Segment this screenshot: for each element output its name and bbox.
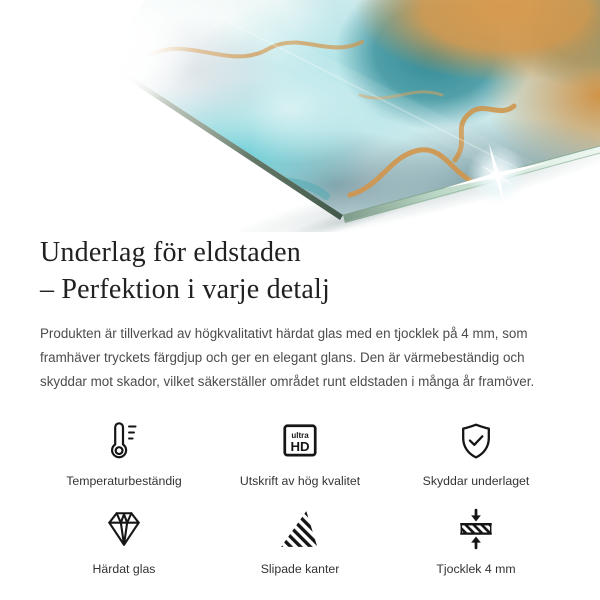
product-description: Produkten är tillverkad av högkvalitativt härdat glas med en tjocklek på 4 mm, som framhäver tryckets färgdjup och ger en elegant glans. Den är värmebeständig och skyddar mot skador, vilket säkerställer området runt eldstaden i många år framöver. <box>40 326 535 389</box>
feature-temperature <box>40 418 208 488</box>
shield-check-icon <box>455 418 497 464</box>
feature-label: Temperaturbeständig <box>66 474 182 488</box>
polished-edges-icon <box>279 506 321 552</box>
feature-label: Tjocklek 4 mm <box>436 562 516 576</box>
feature-protects-surface <box>392 418 560 488</box>
feature-thickness <box>392 506 560 576</box>
ultra-hd-icon-text-bottom: HD <box>290 438 310 454</box>
page-title <box>40 234 560 308</box>
thermometer-icon <box>104 418 144 464</box>
diamond-icon <box>103 506 145 552</box>
feature-label: Härdat glas <box>92 562 156 576</box>
product-photo <box>0 0 600 232</box>
feature-label: Utskrift av hög kvalitet <box>239 474 361 488</box>
features-grid <box>40 418 560 576</box>
ultra-hd-icon <box>279 418 321 464</box>
ultra-hd-icon-text-top: ultra <box>291 431 309 441</box>
feature-label: Skyddar underlaget <box>422 474 530 488</box>
page-title-line1: Underlag för eldstaden <box>40 237 301 268</box>
feature-polished-edges <box>216 506 384 576</box>
feature-print-quality <box>216 418 384 488</box>
content-section <box>0 232 600 576</box>
feature-label: Slipade kanter <box>260 562 340 576</box>
glass-panel-art <box>0 0 600 232</box>
thickness-4mm-icon <box>455 506 497 552</box>
feature-tempered-glass <box>40 506 208 576</box>
page-title-line2: – Perfektion i varje detalj <box>40 274 330 305</box>
